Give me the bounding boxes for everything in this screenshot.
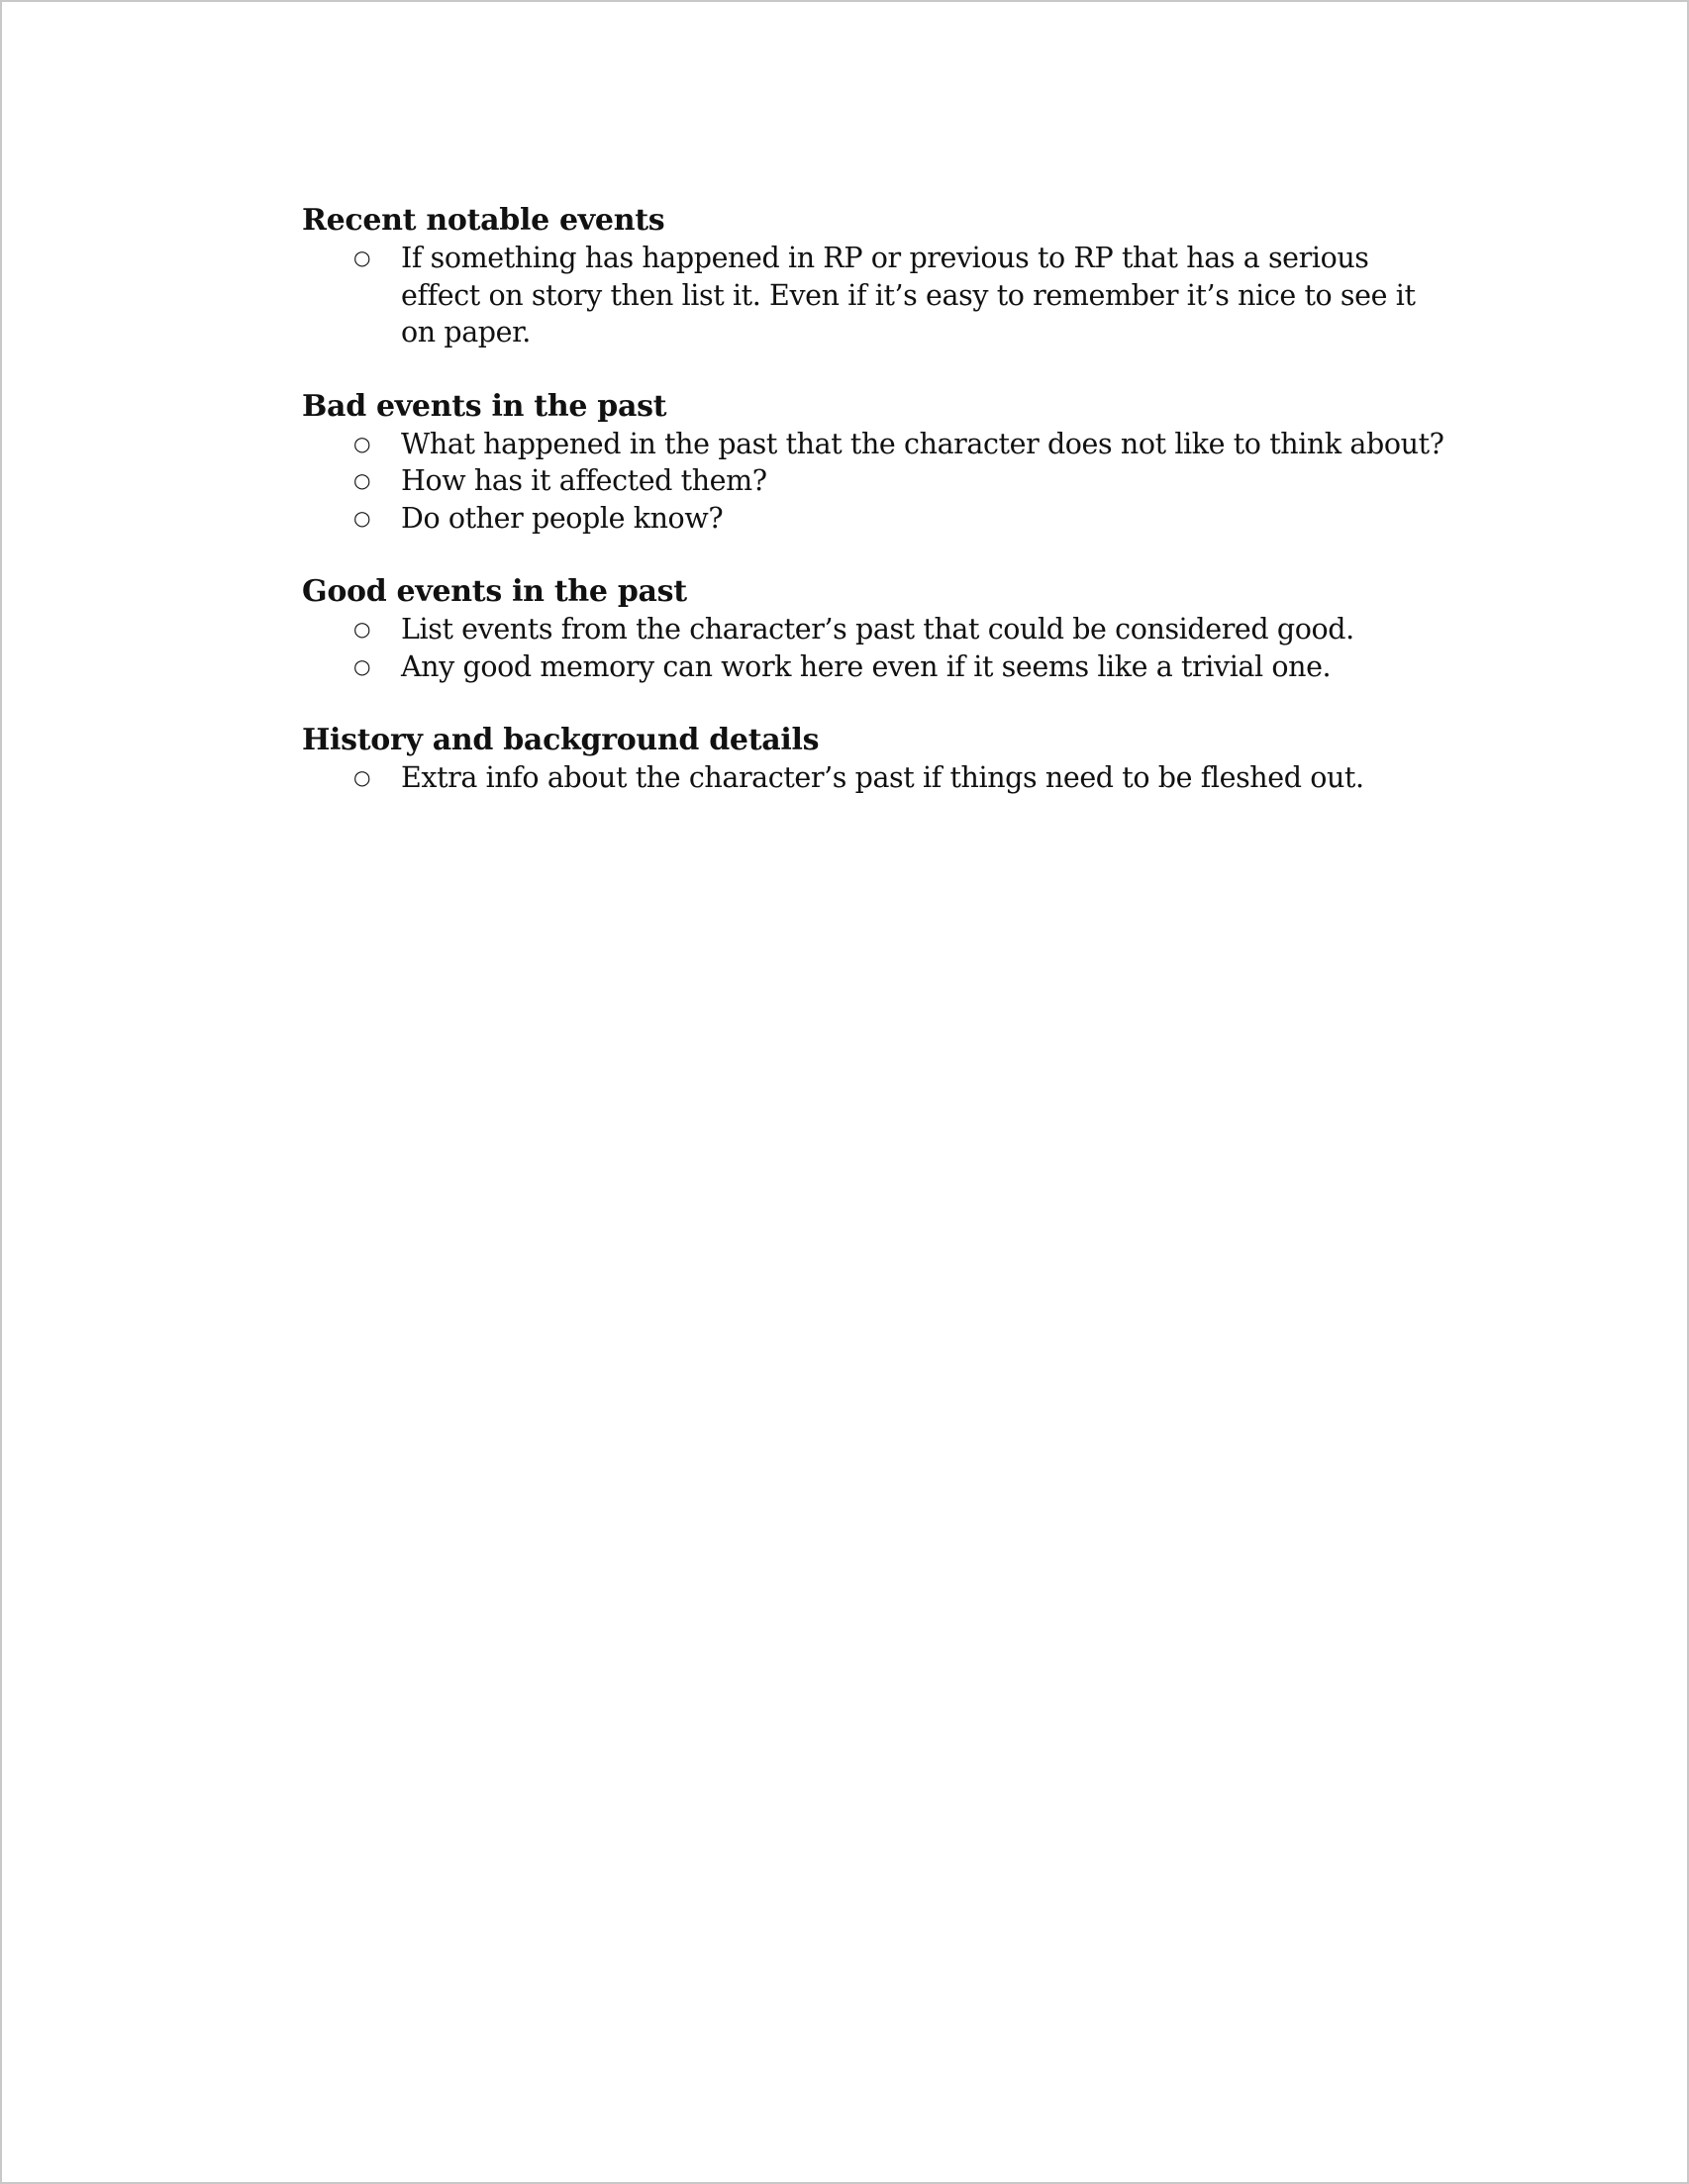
bullet-list: [302, 426, 1450, 538]
list-item: [302, 611, 1450, 648]
list-item-text: List events from the character’s past that could be considered good.: [401, 613, 1354, 645]
section-good-events: [302, 573, 1450, 685]
hollow-circle-bullet-icon: ○: [353, 765, 371, 789]
list-item: [302, 462, 1450, 500]
list-item: [302, 648, 1450, 686]
list-item: [302, 240, 1450, 351]
list-item-text: Any good memory can work here even if it seems like a trivial one.: [401, 649, 1332, 683]
list-item-text: What happened in the past that the character does not like to think about?: [401, 427, 1444, 460]
section-bad-events: [302, 388, 1450, 538]
list-item: [302, 426, 1450, 463]
hollow-circle-bullet-icon: ○: [353, 431, 371, 455]
hollow-circle-bullet-icon: ○: [353, 246, 371, 269]
section-heading: Bad events in the past: [302, 388, 667, 424]
list-item-text: Extra info about the character’s past if things need to be fleshed out.: [401, 761, 1364, 794]
list-item: [302, 759, 1450, 797]
hollow-circle-bullet-icon: ○: [353, 505, 371, 530]
list-item-text: Do other people know?: [401, 501, 724, 535]
bullet-list: [302, 611, 1450, 685]
section-recent-notable-events: [302, 202, 1450, 351]
list-item: [302, 500, 1450, 538]
document-content: [302, 202, 1450, 834]
list-item-text: If something has happened in RP or previous to RP that has a serious effect on story then list it. Even if it’s easy to remember it’s nice to see it on paper.: [401, 242, 1416, 348]
hollow-circle-bullet-icon: ○: [353, 617, 371, 641]
section-heading: Recent notable events: [302, 203, 665, 238]
bullet-list: [302, 240, 1450, 351]
list-item-text: How has it affected them?: [401, 464, 767, 497]
section-heading: Good events in the past: [302, 574, 687, 609]
section-heading: History and background details: [302, 723, 820, 757]
section-history-background: [302, 722, 1450, 797]
hollow-circle-bullet-icon: ○: [353, 468, 371, 492]
hollow-circle-bullet-icon: ○: [353, 653, 371, 678]
bullet-list: [302, 759, 1450, 797]
